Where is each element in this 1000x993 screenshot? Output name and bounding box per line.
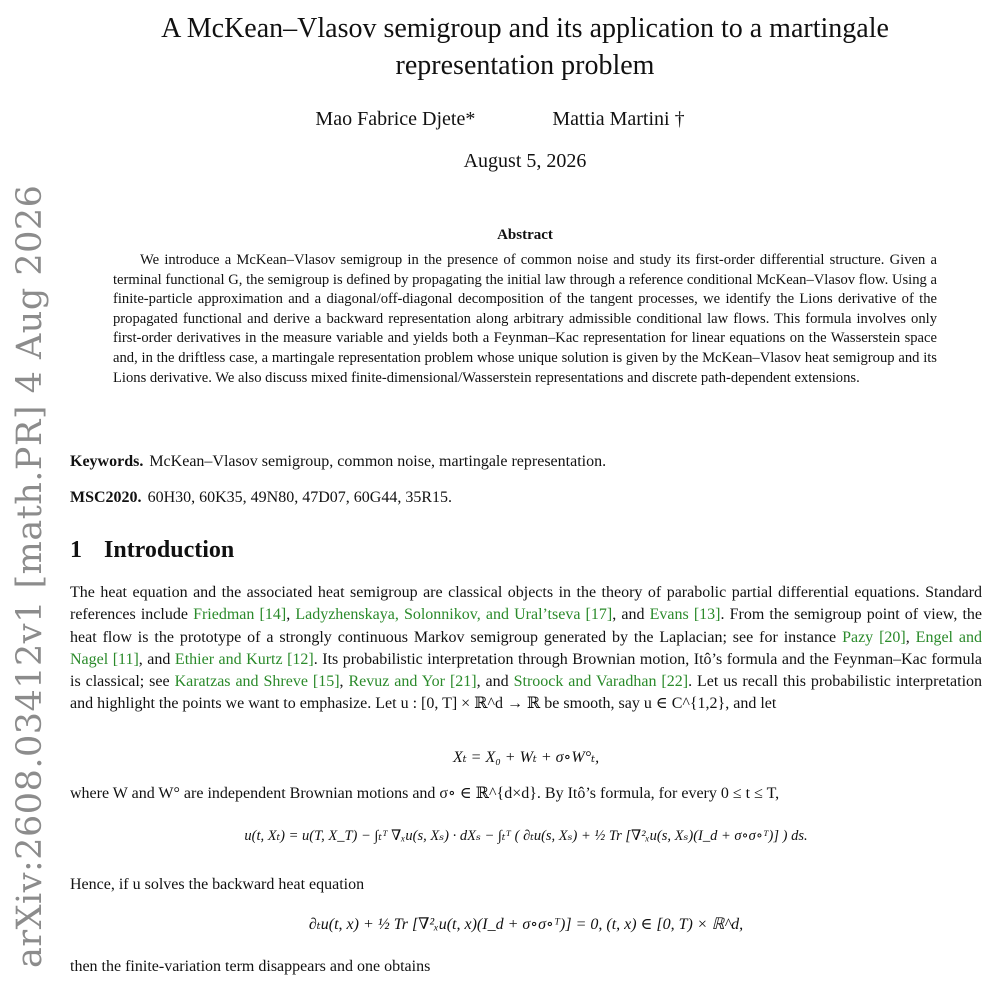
arxiv-identifier: arXiv:2608.03412v1 [math.PR] 4 Aug 2026 — [10, 184, 50, 968]
citation-link[interactable]: Ladyzhenskaya, Solonnikov, and Ural’tseva [17] — [295, 606, 613, 624]
citation-link[interactable]: Friedman [14] — [193, 606, 287, 624]
section-number: 1 — [70, 537, 82, 563]
equation: Xₜ = X₀ + Wₜ + σ∘W°ₜ, — [452, 749, 600, 766]
author-list — [0, 108, 1000, 131]
section-heading — [70, 537, 234, 564]
intro-paragraph — [70, 582, 982, 716]
citation-link[interactable]: Karatzas and Shreve [15] — [174, 673, 340, 691]
citation-link[interactable]: Revuz and Yor [21] — [348, 673, 477, 691]
body-paragraph: Hence, if u solves the backward heat equation — [70, 876, 365, 893]
equation: ∂ₜu(t, x) + ½ Tr [∇²ₓu(t, x)(I_d + σ∘σ∘ᵀ)] = 0, (t, x) ∈ [0, T) × ℝ^d, — [308, 916, 744, 933]
text-run: , and — [138, 650, 175, 668]
keywords-label: Keywords. — [70, 453, 144, 470]
text-run: . Let us recall this probabilistic interpretation and highlight the points we want to emphasize. Let u : [0, T] × ℝ^d → ℝ be smooth, say u ∈ C^{1,2}, and let — [70, 673, 983, 713]
msc-codes — [70, 487, 982, 508]
text-run: . Its probabilistic interpretation through Brownian motion, Itô’s formula and the Feynman–Kac formula is classical; see — [70, 650, 983, 691]
body-paragraph: then the finite-variation term disappears and one obtains — [70, 958, 431, 975]
text-run: . From the semigroup point of view, the heat flow is the prototype of a strongly continuous Markov semigroup generated by the Laplacian; see for instance — [70, 606, 983, 646]
keywords — [70, 451, 982, 472]
author-name: Mattia Martini † — [552, 108, 685, 130]
text-run: , — [339, 673, 349, 691]
body-paragraph: where W and W° are independent Brownian motions and σ∘ ∈ ℝ^{d×d}. By Itô’s formula, for every 0 ≤ t ≤ T, — [70, 785, 780, 802]
paper-title: A McKean–Vlasov semigroup and its application to a martingale representation problem — [161, 13, 889, 81]
text-run: , and — [476, 673, 514, 691]
text-run: , — [905, 628, 916, 646]
citation-link[interactable]: Engel and Nagel [11] — [70, 628, 983, 668]
text-run: , — [286, 606, 296, 624]
text-run: , and — [612, 606, 650, 624]
citation-link[interactable]: Stroock and Varadhan [22] — [513, 673, 689, 691]
equation: u(t, Xₜ) = u(T, X_T) − ∫ₜᵀ ∇ₓu(s, Xₛ) · dXₛ − ∫ₜᵀ ( ∂ₜu(s, Xₛ) + ½ Tr [∇²ₓu(s, Xₛ)(I_d + σ∘σ∘ᵀ)] ) ds. — [244, 828, 808, 844]
paper-date: August 5, 2026 — [463, 150, 587, 172]
text-run: The heat equation and the associated heat semigroup are classical objects in the theory of parabolic partial differential equations. Standard references include — [70, 584, 982, 624]
abstract-text: We introduce a McKean–Vlasov semigroup in the presence of common noise and study its first-order differential structure. Given a terminal functional G, the semigroup is defined by propagating the initial law through a reference conditional McKean–Vlasov flow. Using a finite-particle approximation and a diagonal/off-diagonal decomposition of the tangent processes, we identify the Lions derivative of the propagated functional and derive a backward representation along arbitrary admissible conditional law flows. This formula involves only first-order derivatives in the measure variable and yields both a Feynman–Kac representation for linear equations on the Wasserstein space and, in the driftless case, a martingale representation problem whose unique solution is given by the McKean–Vlasov heat semigroup and its Lions derivative. We also discuss mixed finite-dimensional/Wasserstein representations and discrete path-dependent extensions. — [113, 252, 937, 386]
msc-label: MSC2020. — [70, 489, 142, 506]
author-name: Mao Fabrice Djete* — [315, 108, 476, 130]
citation-link[interactable]: Pazy [20] — [842, 628, 906, 646]
citation-link[interactable]: Ethier and Kurtz [12] — [174, 650, 314, 668]
keywords-text: McKean–Vlasov semigroup, common noise, martingale representation. — [149, 453, 607, 470]
msc-text: 60H30, 60K35, 49N80, 47D07, 60G44, 35R15. — [147, 489, 453, 506]
abstract-heading: Abstract — [497, 227, 553, 243]
section-title: Introduction — [104, 537, 235, 563]
citation-link[interactable]: Evans [13] — [649, 606, 721, 624]
